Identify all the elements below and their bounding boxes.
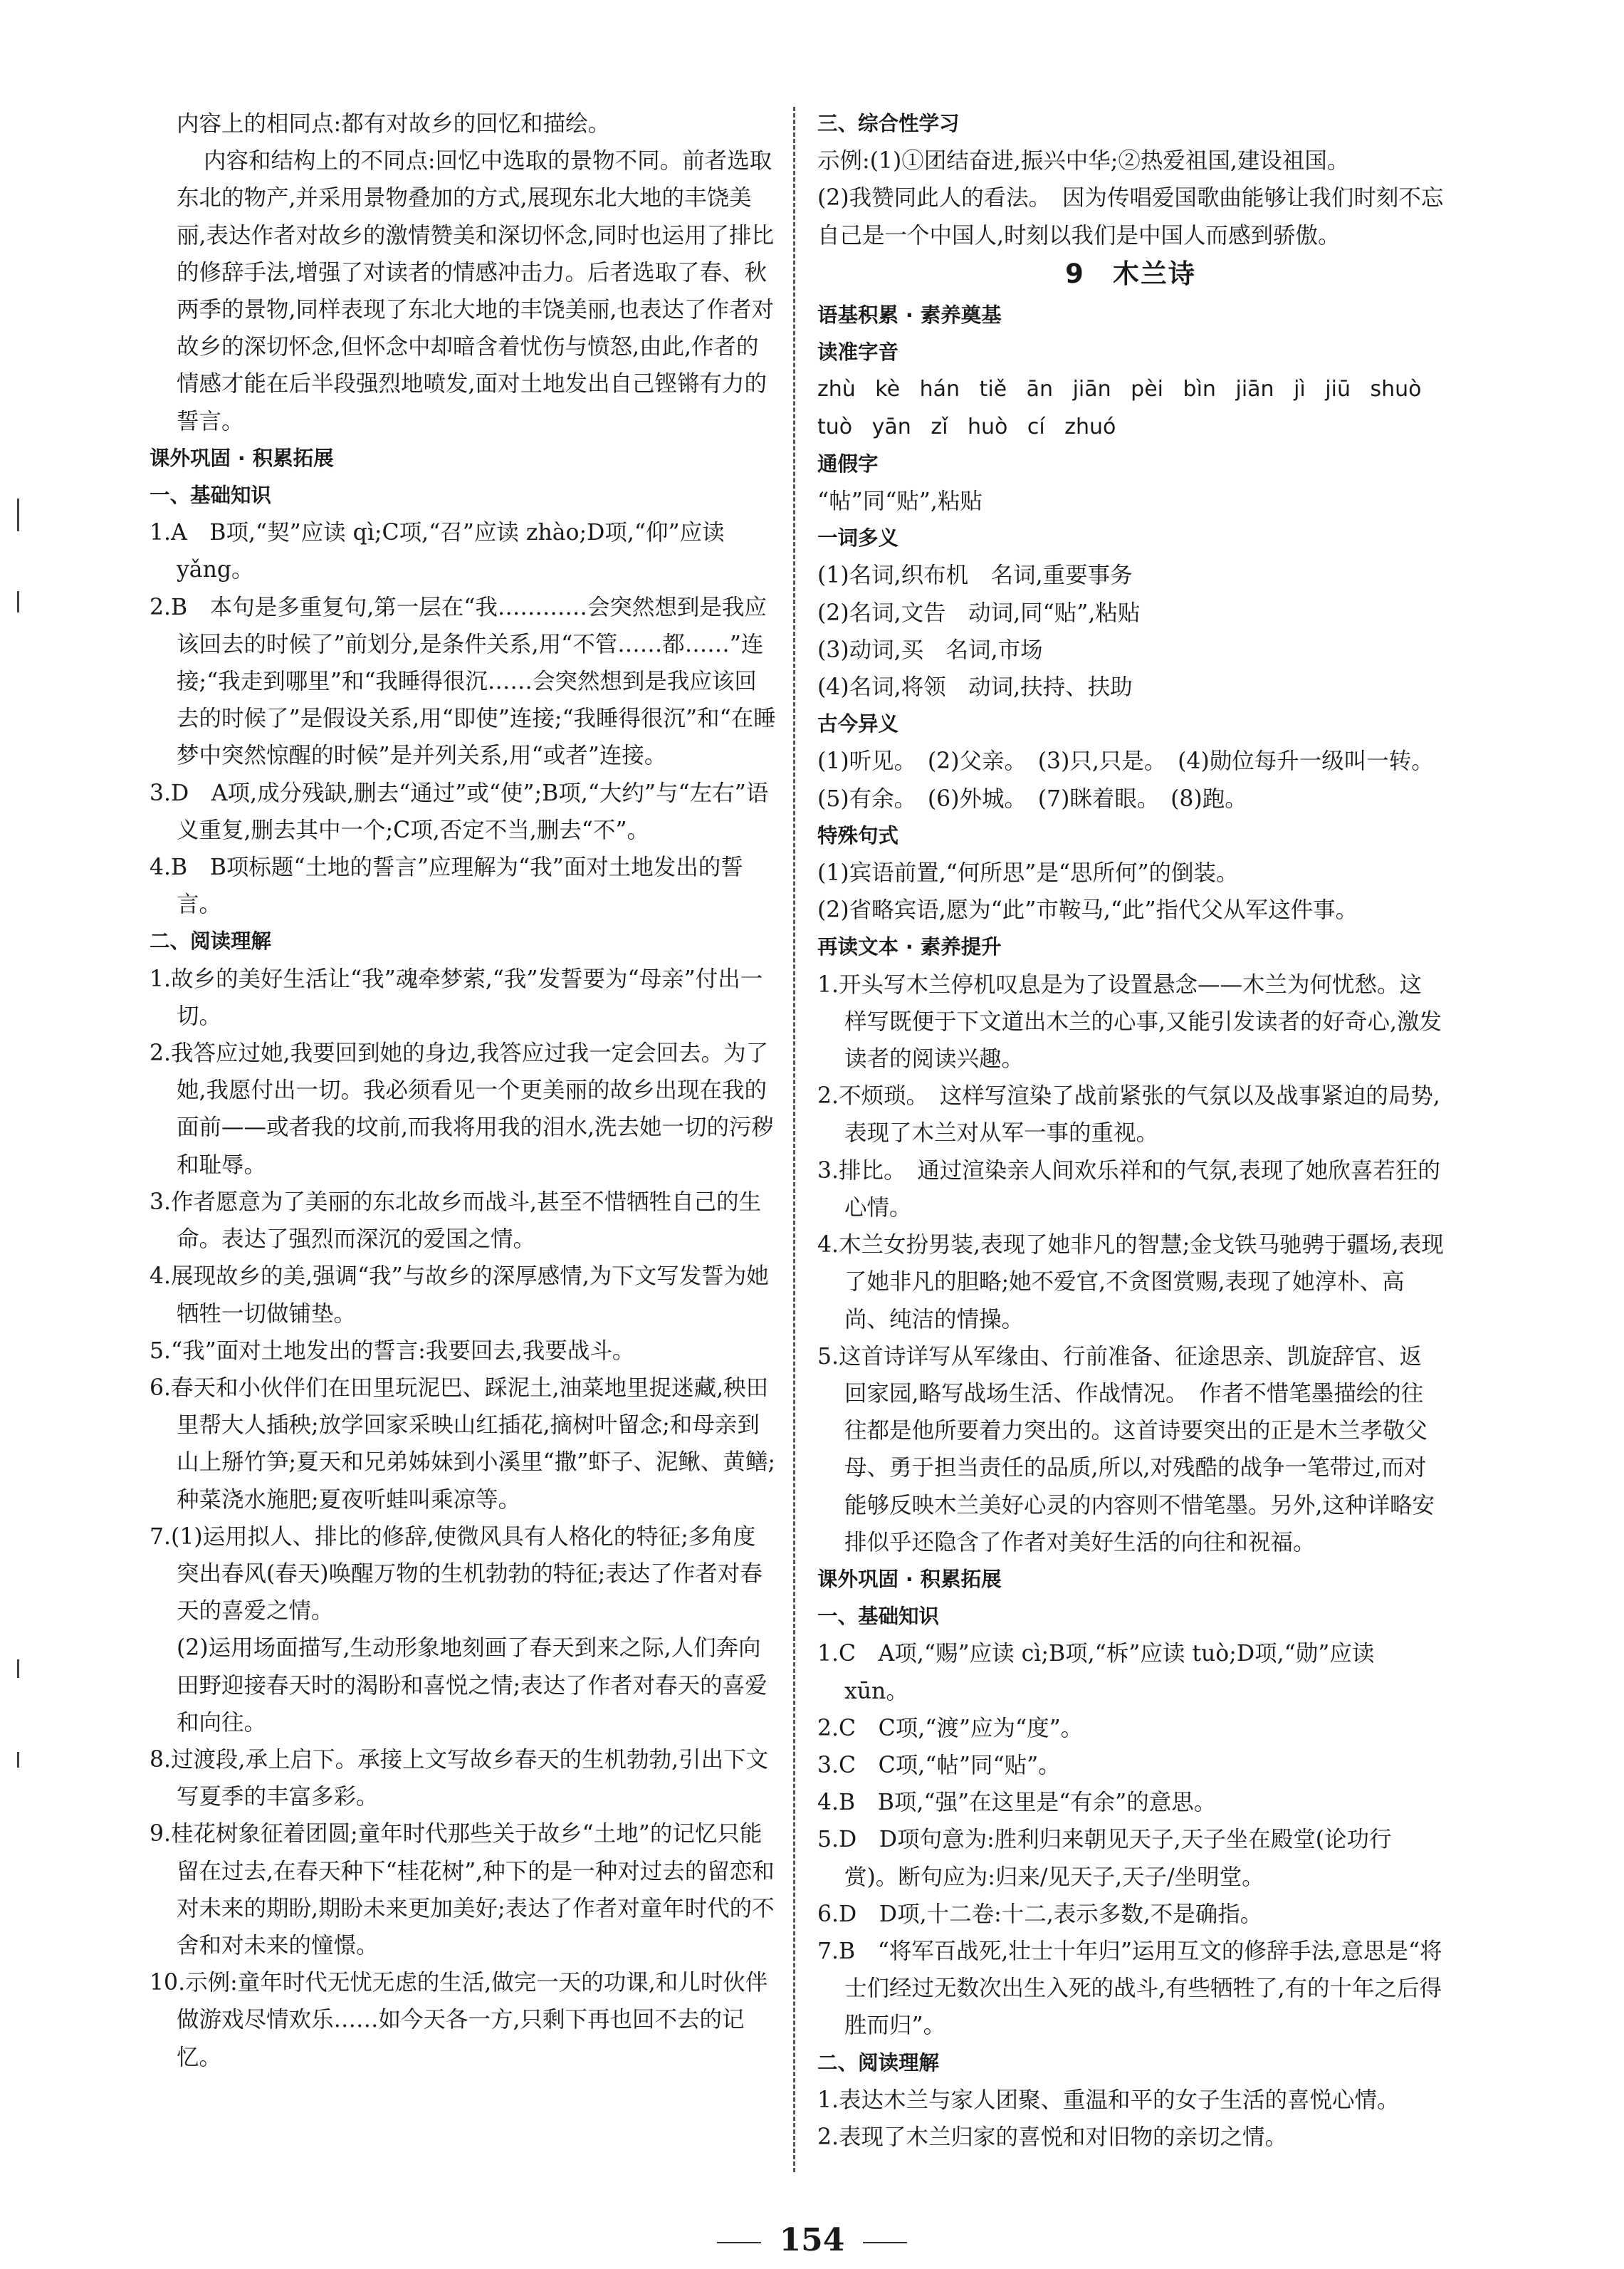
section-heading: 二、阅读理解 [150,929,272,954]
section-heading: 一词多义 [817,526,899,551]
paragraph: 示例:(1)①团结奋进,振兴中华;②热爱祖国,建设祖国。 [817,148,1350,174]
answer-item: 6.春天和小伙伴们在田里玩泥巴、踩泥土,油菜地里捉迷藏,秧田里帮大人插秧;放学回家采映山红插花,摘树叶留念;和母亲到山上掰竹笋;夏天和兄弟姊妹到小溪里“撒”虾子、泥鳅、黄鳝;种菜浇水施肥;夏夜听蛙叫乘凉等。 [150,1375,775,1513]
answer-item: 6.D D项,十二卷:十二,表示多数,不是确指。 [817,1901,1263,1927]
answer-item: 4.B B项,“强”在这里是“有余”的意思。 [817,1790,1217,1816]
section-heading: 课外巩固 · 积累拓展 [817,1567,1002,1591]
page-number-dash [717,2242,761,2243]
answer-item: 1.表达木兰与家人团聚、重温和平的女子生活的喜悦心情。 [817,2087,1400,2113]
answer-item: 2.我答应过她,我要回到她的身边,我答应过我一定会回去。为了她,我愿付出一切。我必须看见一个更美丽的故乡出现在我的面前——或者我的坟前,而我将用我的泪水,洗去她一切的污秽和耻辱。 [150,1040,775,1178]
paragraph: (2)名词,文告 动词,同“贴”,粘贴 [817,600,1141,626]
answer-item: 4.木兰女扮男装,表现了她非凡的智慧;金戈铁马驰骋于疆场,表现了她非凡的胆略;她不爱官,不贪图赏赐,表现了她淳朴、高尚、纯洁的情操。 [817,1232,1444,1332]
paragraph: (1)宾语前置,“何所思”是“思所何”的倒装。 [817,860,1239,887]
answer-item: 1.C A项,“赐”应读 cì;B项,“柝”应读 tuò;D项,“勋”应读 xūn。 [817,1641,1375,1704]
answer-item: 3.C C项,“帖”同“贴”。 [817,1752,1061,1778]
answer-item: 5.这首诗详写从军缘由、行前准备、征途思亲、凯旋辞官、返回家园,略写战场生活、作战情况。 作者不惜笔墨描绘的往往都是他所要着力突出的。这首诗要突出的正是木兰孝敬父母、勇于担当责任的品质,所以,对残酷的战争一笔带过,而对能够反映木兰美好心灵的内容则不惜笔墨。另外,这种详略安排似乎还隐含了作者对美好生活的向往和祝福。 [817,1343,1435,1555]
answer-item: 2.表现了木兰归家的喜悦和对旧物的亲切之情。 [817,2124,1288,2150]
answer-item: 3.排比。 通过渲染亲人间欢乐祥和的气氛,表现了她欣喜若狂的心情。 [817,1157,1440,1221]
paragraph: 内容和结构上的不同点:回忆中选取的景物不同。前者选取东北的物产,并采用景物叠加的方式,展现东北大地的丰饶美丽,表达作者对故乡的激情赞美和深切怀念,同时也运用了排比的修辞手法,增强了对读者的情感冲击力。后者选取了春、秋两季的景物,同样表现了东北大地的丰饶美丽,也表达了作者对故乡的深切怀念,但怀念中却暗含着忧伤与愤怒,由此,作者的情感才能在后半段强烈地喷发,面对土地发出自己铿锵有力的誓言。 [177,148,775,434]
answer-item: 3.D A项,成分残缺,删去“通过”或“使”;B项,“大约”与“左右”语义重复,删去其中一个;C项,否定不当,删去“不”。 [150,780,769,843]
answer-item: 7.B “将军百战死,壮士十年归”运用互文的修辞手法,意思是“将士们经过无数次出生入死的战斗,有些牺牲了,有的十年之后得胜而归”。 [817,1938,1442,2039]
answer-item: 4.B B项标题“土地的誓言”应理解为“我”面对土地发出的誓言。 [150,855,743,918]
answer-item: 8.过渡段,承上启下。承接上文写故乡春天的生机勃勃,引出下文写夏季的丰富多彩。 [150,1746,769,1810]
answer-continuation: (2)运用场面描写,生动形象地刻画了春天到来之际,人们奔向田野迎接春天时的渴盼和喜悦之情;表达了作者对春天的喜爱和向往。 [177,1635,768,1736]
page-number-text: 154 [779,2222,845,2258]
paragraph: 内容上的相同点:都有对故乡的回忆和描绘。 [177,111,611,137]
section-heading: 一、基础知识 [150,484,272,508]
answer-item: 10.示例:童年时代无忧无虑的生活,做完一天的功课,和儿时伙伴做游戏尽情欢乐……如今天各一方,只剩下再也回不去的记忆。 [150,1970,768,2070]
answer-item: 2.B 本句是多重复句,第一层在“我…………会突然想到是我应该回去的时候了”前划分,是条件关系,用“不管……都……”连接;“我走到哪里”和“我睡得很沉……会突然想到是我应该回去的时候了”是假设关系,用“即使”连接;“我睡得很沉”和“在睡梦中突然惊醒的时候”是并列关系,用“或者”连接。 [150,594,776,769]
paragraph: (1)听见。 (2)父亲。 (3)只,只是。 (4)勋位每升一级叫一转。 (5)有余。 (6)外城。 (7)眯着眼。 (8)跑。 [817,748,1445,812]
section-heading: 一、基础知识 [817,1605,940,1629]
section-heading: 特殊句式 [817,823,899,847]
pinyin-line: zhù kè hán tiě ān jiān pèi bìn jiān jì jiū shuò [817,377,1422,402]
answer-item: 1.开头写木兰停机叹息是为了设置悬念——木兰为何忧愁。这样写既便于下文道出木兰的心事,又能引发读者的好奇心,激发读者的阅读兴趣。 [817,971,1442,1073]
paragraph: (4)名词,将领 动词,扶持、扶助 [817,674,1133,701]
answer-item: 2.C C项,“渡”应为“度”。 [817,1715,1084,1741]
answer-item: 2.不烦琐。 这样写渲染了战前紧张的气氛以及战事紧迫的局势,表现了木兰对从军一事的重视。 [817,1083,1440,1147]
binding-mark [17,591,19,612]
paragraph: (3)动词,买 名词,市场 [817,637,1043,663]
section-heading: 读准字音 [817,340,899,365]
answer-item: 1.A B项,“契”应读 qì;C项,“召”应读 zhào;D项,“仰”应读 yǎng。 [150,520,725,583]
answer-item: 4.展现故乡的美,强调“我”与故乡的深厚感情,为下文写发誓为她牺牲一切做铺垫。 [150,1263,769,1327]
section-heading: 二、阅读理解 [817,2050,940,2075]
paragraph: (2)我赞同此人的看法。 因为传唱爱国歌曲能够让我们时刻不忘自己是一个中国人,时刻以我们是中国人而感到骄傲。 [817,185,1444,249]
binding-mark [17,1752,19,1768]
answer-item: 1.故乡的美好生活让“我”魂牵梦萦,“我”发誓要为“母亲”付出一切。 [150,966,763,1029]
left-column [150,105,776,2076]
section-heading: 古今异义 [817,712,899,736]
section-heading: 语基积累 · 素养奠基 [817,303,1002,328]
page-number-dash [863,2242,907,2243]
lesson-title: 9 木兰诗 [1065,258,1196,289]
binding-mark [17,499,19,531]
paragraph: (2)省略宾语,愿为“此”市鞍马,“此”指代父从军这件事。 [817,897,1358,924]
paragraph: (1)名词,织布机 名词,重要事务 [817,563,1133,589]
paragraph: “帖”同“贴”,粘贴 [817,489,983,515]
binding-mark [17,1659,19,1678]
answer-item: 9.桂花树象征着团圆;童年时代那些关于故乡“土地”的记忆只能留在过去,在春天种下“桂花树”,种下的是一种对过去的留恋和对未来的期盼,期盼未来更加美好;表达了作者对童年时代的不舍和对未来的憧憬。 [150,1821,775,1958]
column-divider [793,107,795,2172]
section-heading: 课外巩固 · 积累拓展 [150,446,334,470]
section-heading: 三、综合性学习 [817,112,960,135]
section-heading: 通假字 [817,452,879,476]
answer-item: 5.“我”面对土地发出的誓言:我要回去,我要战斗。 [150,1337,635,1364]
answer-item: 5.D D项句意为:胜利归来朝见天子,天子坐在殿堂(论功行赏)。断句应为:归来/见天子,天子/坐明堂。 [817,1827,1392,1890]
right-column [817,105,1444,2156]
answer-item: 7.(1)运用拟人、排比的修辞,使微风具有人格化的特征;多角度突出春风(春天)唤醒万物的生机勃勃的特征;表达了作者对春天的喜爱之情。 [150,1523,763,1624]
answer-item: 3.作者愿意为了美丽的东北故乡而战斗,甚至不惜牺牲自己的生命。表达了强烈而深沉的爱国之情。 [150,1189,762,1253]
page-number [0,2222,1624,2258]
pinyin-line: tuò yān zǐ huò cí zhuó [817,414,1116,439]
section-heading: 再读文本 · 素养提升 [817,935,1002,959]
